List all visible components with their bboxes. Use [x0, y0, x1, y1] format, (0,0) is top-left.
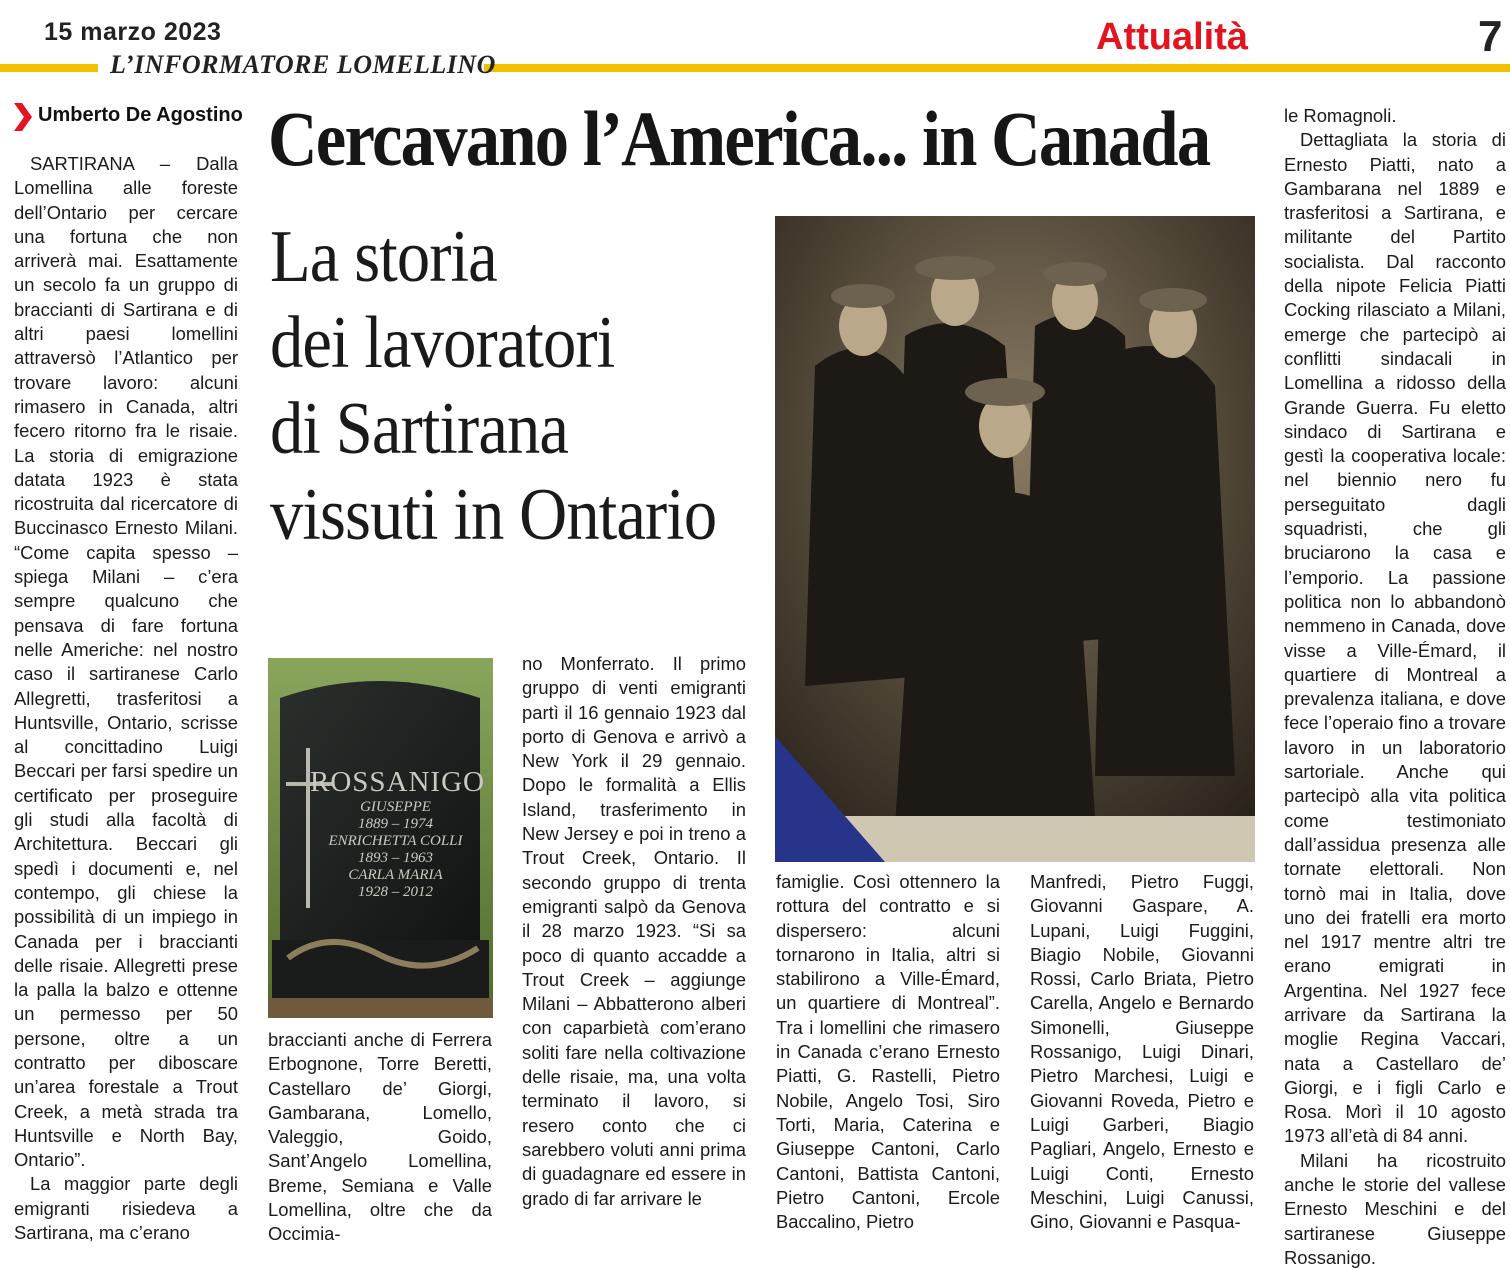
gravestone-line: CARLA MARIA — [348, 867, 443, 883]
section-title: Attualità — [1096, 16, 1248, 58]
paragraph: braccianti anche di Ferrera Erbognone, Torre Beretti, Castellaro de’ Giorgi, Gambarana, Lomello, Valeggio, Goido, Sant’Angelo Lomellina, Breme, Semiana e Valle Lomellina, oltre che da Occimia- — [268, 1029, 492, 1245]
historic-group-photo — [775, 216, 1255, 862]
paragraph: no Monferrato. Il primo gruppo di venti emigranti partì il 16 gennaio 1923 dal porto di Genova e arrivò a New York il 29 gennaio. Dopo le formalità a Ellis Island, trasferimento in New Jersey e poi in treno a Trout Creek, Ontario. Il secondo gruppo di trenta emigranti salpò da Genova il 28 marzo 1923. “Si sa poco di quanto accadde a Trout Creek – aggiunge Milani – Abbatterono alberi con caparbietà com’erano soliti fare nella coltivazione delle risaie, ma, una volta terminato il lavoro, si resero conto che ci sarebbero voluti anni prima di guadagnare ed essere in grado di far arrivare le — [522, 653, 746, 1209]
subheadline-line: di Sartirana — [270, 388, 569, 470]
article-column-1 — [14, 152, 238, 1244]
gravestone-surname: ROSSANIGO — [310, 766, 485, 798]
newspaper-name: L’INFORMATORE LOMELLINO — [110, 50, 496, 79]
article-column-6 — [1284, 104, 1506, 1268]
headline: Cercavano l’America... in Canada — [268, 95, 1210, 182]
gravestone-line: ENRICHETTA COLLI — [328, 833, 463, 849]
article-column-3 — [522, 652, 746, 1220]
subheadline-line: dei lavoratori — [270, 302, 615, 384]
paragraph: Manfredi, Pietro Fuggi, Giovanni Gaspare, A. Lupani, Luigi Fuggini, Biagio Nobile, Giovanni Rossi, Carlo Briata, Pietro Carella, Angelo e Bernardo Simonelli, Giuseppe Rossanigo, Luigi Dinari, Pietro Marchesi, Luigi e Giovanni Roveda, Pietro e Luigi Garberi, Biagio Pagliari, Angelo, Ernesto e Luigi Conti, Ernesto Meschini, Luigi Canussi, Gino, Giovanni e Pasqua- — [1030, 871, 1254, 1233]
issue-date: 15 marzo 2023 — [44, 18, 222, 46]
header-rule-left — [0, 64, 98, 72]
gravestone-line: 1928 – 2012 — [358, 884, 433, 900]
article-column-4 — [776, 870, 1000, 1233]
subheadline-line: vissuti in Ontario — [270, 474, 717, 556]
paragraph: Dettagliata la storia di Ernesto Piatti, nato a Gambarana nel 1889 e trasferitosi a Sartirana, e militante del Partito socialista. Dal racconto della nipote Felicia Piatti Cocking rilasciato a Milani, emerge che partecipò ai conflitti sindacali in Lomellina a ridosso della Grande Guerra. Fu eletto sindaco di Sartirana e gestì la cooperativa locale: nel biennio nero fu perseguitato dagli squadristi, che gli bruciarono la casa e l’emporio. La passione politica non lo abbandonò nemmeno in Canada, dove visse a Ville-Émard, il quartiere di Montreal a prevalenza italiana, e dove fece l’operaio fino a trovare lavoro in un laboratorio sartoriale. Anche qui partecipò alla vita politica come testimoniato dall’assidua presenza alle tornate elettorali. Non tornò mai in Italia, dove uno dei fratelli era morto nel 1917 mentre altri tre erano emigrati in Argentina. Nel 1927 fece arrivare da Sartirana la moglie Regina Vaccari, nata a Castellaro de’ Giorgi, e i figli Carlo e Rosa. Morì il 10 agosto 1973 all’età di 84 anni. — [1284, 129, 1506, 1147]
paragraph: le Romagnoli. — [1284, 105, 1397, 126]
gravestone-inscription — [268, 766, 493, 901]
article-column-2 — [268, 1028, 492, 1245]
gravestone-line: GIUSEPPE — [360, 799, 431, 815]
paragraph: famiglie. Così ottennero la rottura del contratto e si dispersero: alcuni tornarono in Italia, altri si stabilirono a Ville-Émard, un quartiere di Montreal”. Tra i lomellini che rimasero in Canada c’erano Ernesto Piatti, G. Rastelli, Pietro Nobile, Angelo Tosi, Siro Torti, Maria, Caterina e Giuseppe Cantoni, Carlo Cantoni, Battista Cantoni, Pietro Cantoni, Ercole Baccalino, Pietro — [776, 871, 1000, 1233]
page-number: 7 — [1478, 12, 1503, 61]
gravestone-line: 1893 – 1963 — [358, 850, 433, 866]
subheadline — [270, 214, 716, 558]
author-byline: Umberto De Agostino — [38, 104, 243, 126]
header-rule-right — [484, 64, 1510, 72]
gravestone-photo — [268, 658, 493, 1018]
subheadline-line: La storia — [270, 216, 497, 298]
paragraph: SARTIRANA – Dalla Lomellina alle foreste dell’Ontario per cercare una fortuna che non arriverà mai. Esattamente un secolo fa un gruppo di braccianti di Sartirana e di altri paesi lomellini attraversò l’Atlantico per trovare lavoro: alcuni rimasero in Canada, altri fecero ritorno fra le risaie. La storia di emigrazione datata 1923 è stata ricostruita dal ricercatore di Buccinasco Ernesto Milani. “Come capita spesso – spiega Milani – c’era sempre qualcuno che pensava di fare fortuna nelle Americhe: nel nostro caso il sartiranese Carlo Allegretti, trasferitosi a Huntsville, Ontario, scrisse al concittadino Luigi Beccari per farsi spedire un certificato per proseguire gli studi alla facoltà di Architettura. Beccari gli spedì i documenti e, nel contempo, gli chiese la possibilità di un impiego in Canada per i braccianti delle risaie. Allegretti prese la palla la balzo e ottenne un permesso per 50 persone, oltre a un contratto per diboscare un’area forestale a Trout Creek, a metà strada tra Huntsville e North Bay, Ontario”. — [14, 153, 238, 1171]
paragraph: La maggior parte degli emigranti risiedeva a Sartirana, ma c’erano — [14, 1173, 238, 1244]
article-column-5 — [1030, 870, 1254, 1233]
gravestone-line: 1889 – 1974 — [358, 816, 433, 832]
paragraph: Milani ha ricostruito anche le storie del vallese Ernesto Meschini e del sartiranese Giuseppe Rossanigo. — [1284, 1149, 1506, 1268]
author-chevron-icon — [12, 103, 34, 131]
